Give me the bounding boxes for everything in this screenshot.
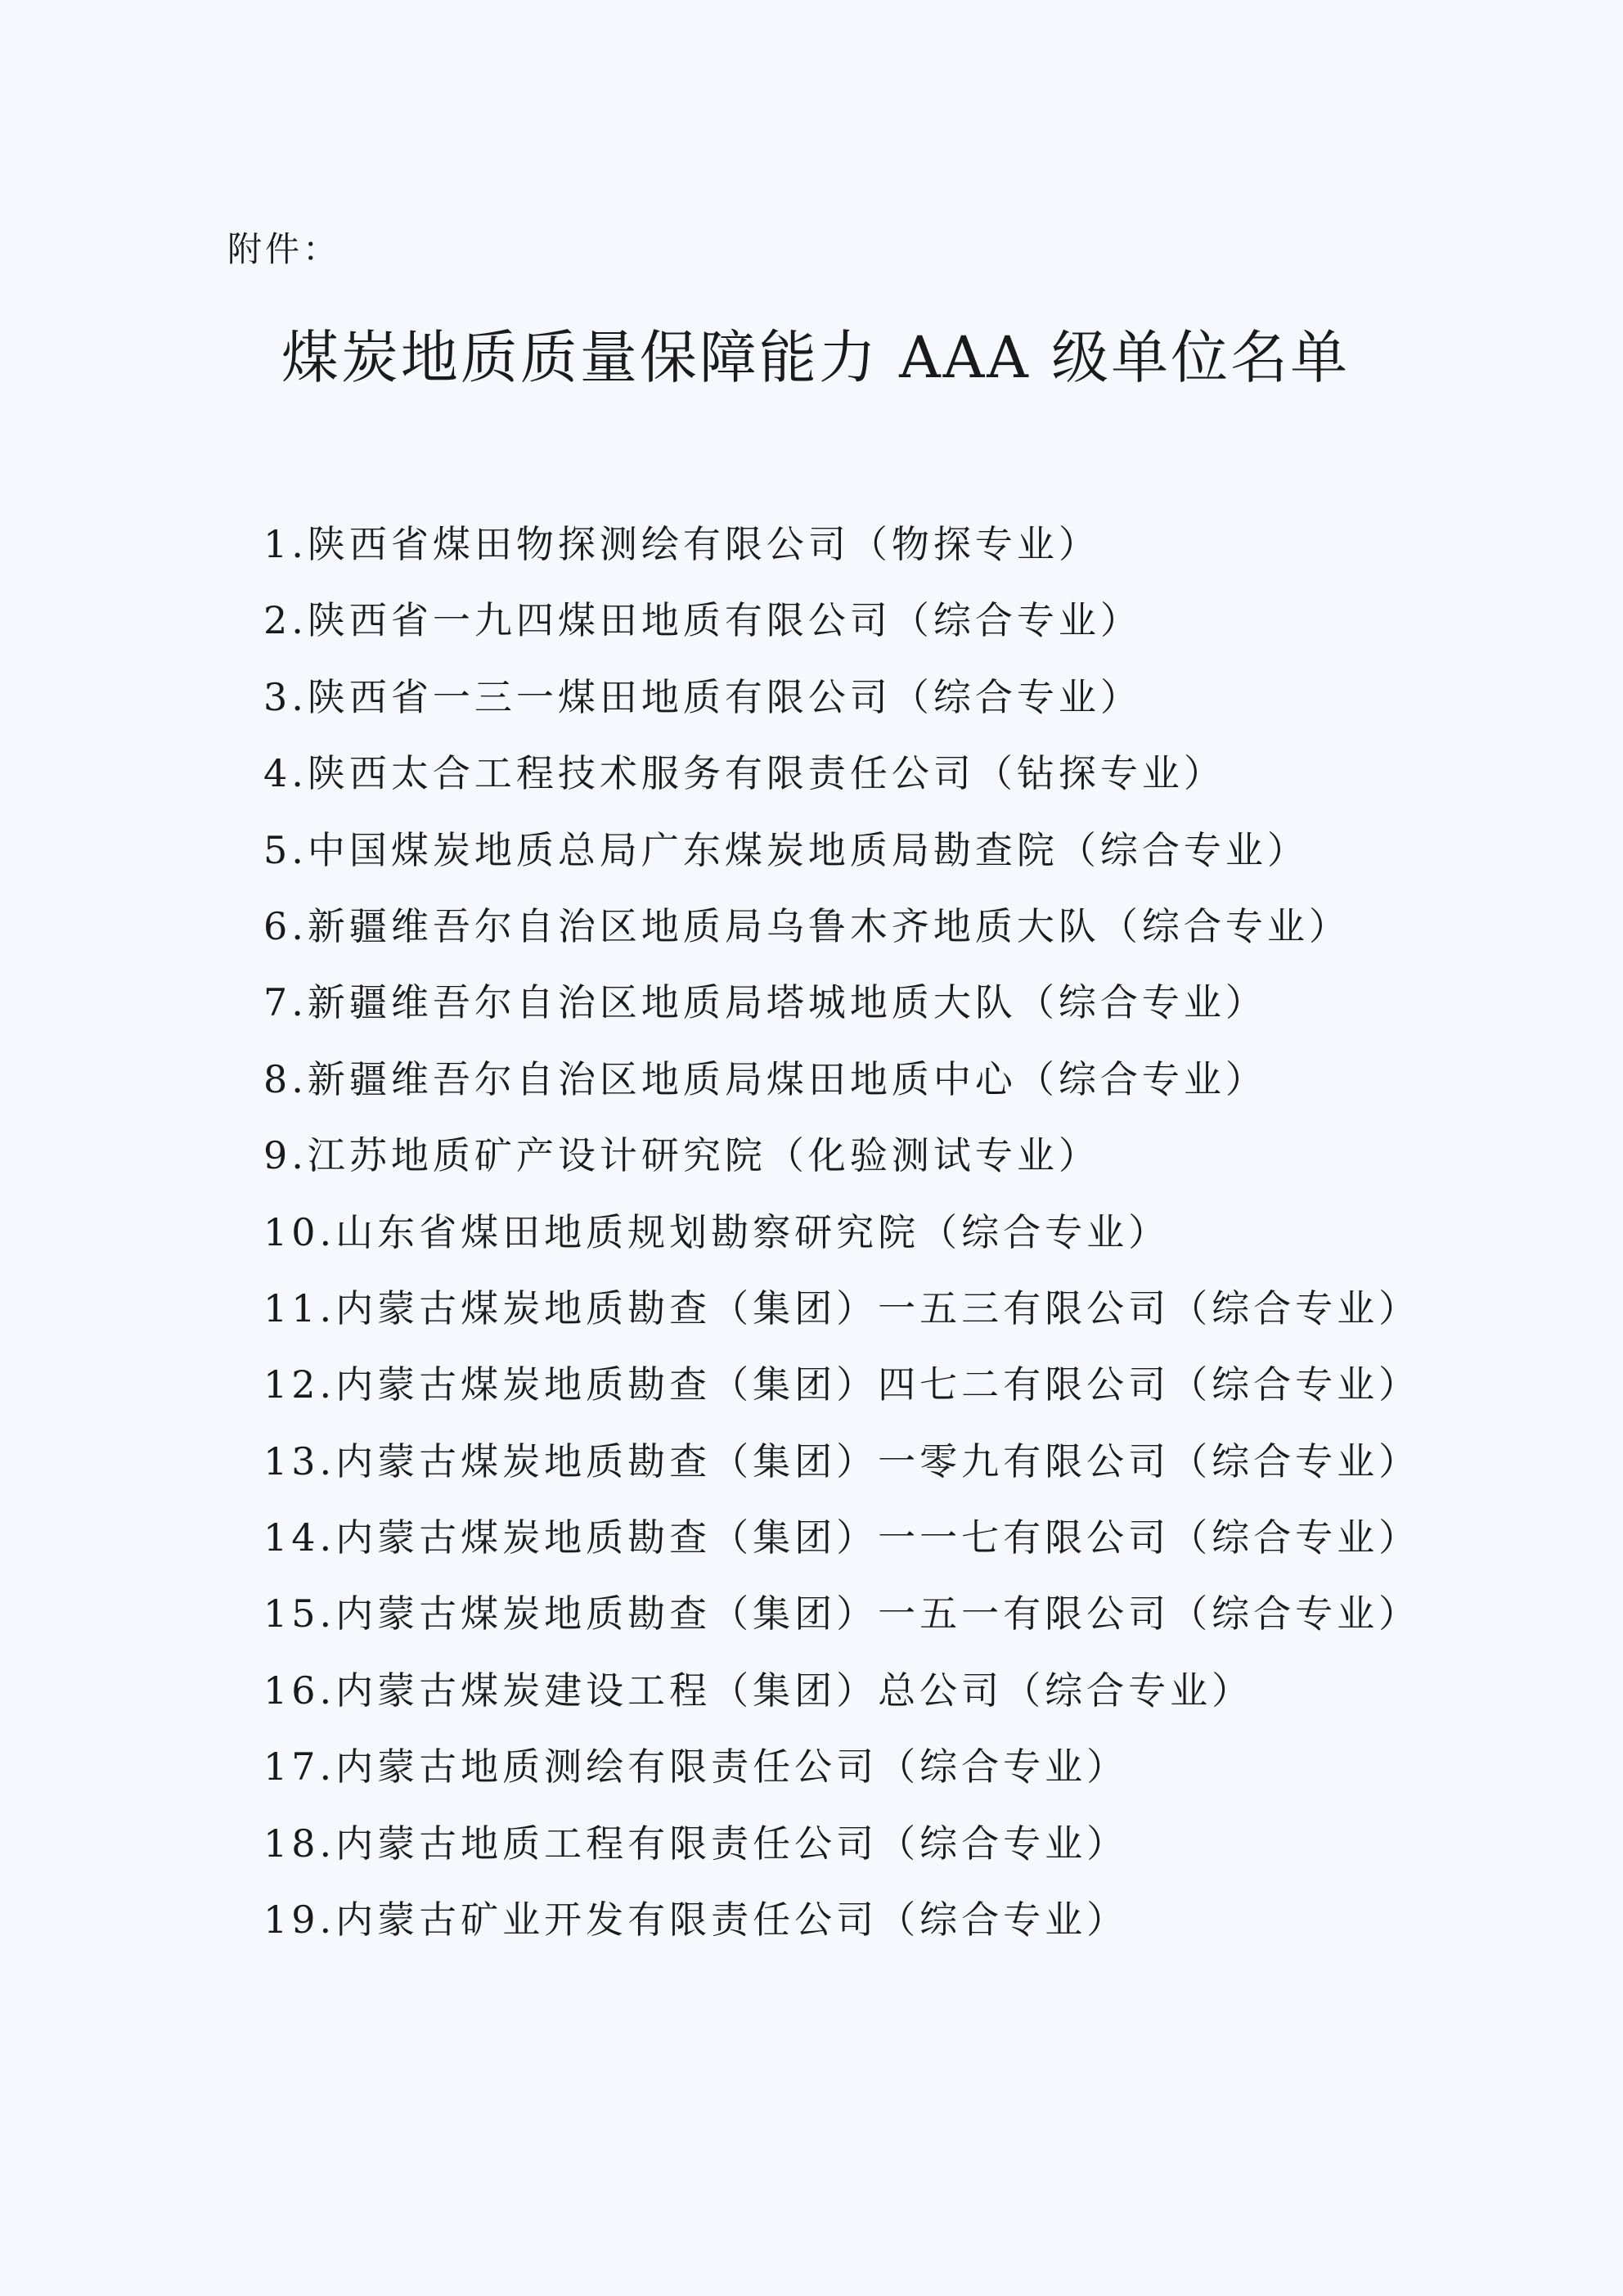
list-item: 14.内蒙古煤炭地质勘查（集团）一一七有限公司（综合专业） [263,1515,1421,1560]
list-item: 18.内蒙古地质工程有限责任公司（综合专业） [263,1821,1129,1866]
list-item: 6.新疆维吾尔自治区地质局乌鲁木齐地质大队（综合专业） [263,903,1351,948]
list-item: 12.内蒙古煤炭地质勘查（集团）四七二有限公司（综合专业） [263,1362,1421,1407]
attachment-label: 附件： [227,229,341,269]
list-item: 11.内蒙古煤炭地质勘查（集团）一五三有限公司（综合专业） [263,1285,1421,1330]
list-item: 13.内蒙古煤炭地质勘查（集团）一零九有限公司（综合专业） [263,1438,1421,1483]
list-item: 4.陕西太合工程技术服务有限责任公司（钻探专业） [263,751,1225,796]
list-item: 2.陕西省一九四煤田地质有限公司（综合专业） [263,598,1142,643]
list-item: 9.江苏地质矿产设计研究院（化验测试专业） [263,1133,1100,1178]
unit-list [263,511,1420,1963]
list-item: 16.内蒙古煤炭建设工程（集团）总公司（综合专业） [263,1668,1254,1713]
list-item: 17.内蒙古地质测绘有限责任公司（综合专业） [263,1745,1129,1790]
list-item: 8.新疆维吾尔自治区地质局煤田地质中心（综合专业） [263,1056,1267,1101]
list-item: 3.陕西省一三一煤田地质有限公司（综合专业） [263,674,1142,719]
list-item: 15.内蒙古煤炭地质勘查（集团）一五一有限公司（综合专业） [263,1591,1421,1636]
list-item: 5.中国煤炭地质总局广东煤炭地质局勘查院（综合专业） [263,827,1309,872]
list-item: 1.陕西省煤田物探测绘有限公司（物探专业） [263,522,1100,566]
list-item: 10.山东省煤田地质规划勘察研究院（综合专业） [263,1209,1171,1254]
list-item: 19.内蒙古矿业开发有限责任公司（综合专业） [263,1898,1129,1943]
document-title: 煤炭地质质量保障能力 AAA 级单位名单 [281,324,1351,391]
list-item: 7.新疆维吾尔自治区地质局塔城地质大队（综合专业） [263,980,1267,1025]
